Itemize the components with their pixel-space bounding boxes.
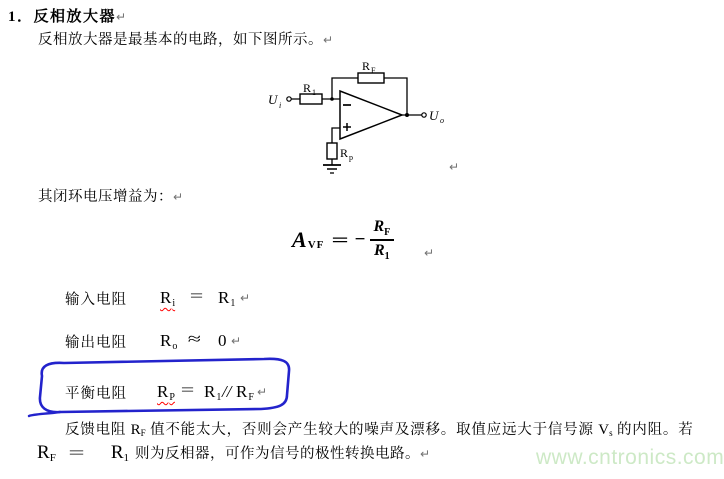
rf-sub: F <box>140 428 146 438</box>
paragraph-mark-icon: ↵ <box>231 334 242 348</box>
fraction-denominator <box>370 239 394 262</box>
denominator-sub: 1 <box>384 251 390 263</box>
input-voltage-sub: i <box>279 101 282 110</box>
paragraph-mark-icon: ↵ <box>116 10 127 24</box>
resistor-r1 <box>300 94 322 104</box>
denominator-base: R <box>374 242 385 260</box>
output-terminal <box>422 113 426 117</box>
input-resistance-operator: = <box>189 288 204 305</box>
watermark: www.cntronics.com <box>536 446 724 469</box>
source-voltage-symbol <box>598 422 612 438</box>
vs-sub: s <box>609 428 613 438</box>
page-title-line <box>8 5 126 26</box>
paragraph-mark-icon: ↵ <box>424 246 435 260</box>
rf-sub: F <box>49 452 56 464</box>
input-voltage-label: U <box>268 92 278 107</box>
numerator-sub: F <box>384 227 391 239</box>
page-title: 1．反相放大器 <box>8 9 117 25</box>
ro-base: R <box>160 331 172 350</box>
formula-gain-symbol: A <box>292 227 307 253</box>
balance-resistance-operator: = <box>180 382 195 399</box>
output-resistance-value: 0 <box>218 331 227 350</box>
balance-r1-term <box>204 382 221 403</box>
rf-base: R <box>236 382 248 401</box>
rp-sub: P <box>169 392 175 403</box>
vs-base: V <box>598 422 610 438</box>
balance-resistance-label: 平衡电阻 <box>65 386 127 402</box>
ro-sub: o <box>172 341 178 352</box>
junction-dot <box>330 97 334 101</box>
r1-sub: 1 <box>216 392 222 403</box>
fraction-numerator <box>369 218 394 239</box>
formula-equals: = <box>331 229 350 250</box>
gain-caption <box>38 185 184 206</box>
intro-paragraph <box>38 28 334 49</box>
resistor-rp <box>327 143 337 159</box>
balance-resistance-symbol <box>157 382 175 403</box>
r1-base: R <box>204 382 216 401</box>
rf-inline-symbol <box>131 422 146 438</box>
output-resistance-label: 输出电阻 <box>65 335 127 351</box>
paragraph-mark-icon: ↵ <box>173 190 184 204</box>
note-text: 则为反相器，可作为信号的极性转换电路。 <box>135 446 421 462</box>
output-voltage-sub: o <box>440 116 444 125</box>
balance-resistance-line <box>0 382 724 406</box>
opamp-triangle <box>340 91 402 139</box>
output-resistance-line <box>0 331 724 355</box>
r1-sub: 1 <box>123 452 130 464</box>
rf-label: R <box>362 59 371 73</box>
note-text: 反馈电阻 <box>65 422 131 438</box>
paragraph-mark-icon: ↵ <box>323 33 334 47</box>
formula-fraction <box>369 218 394 262</box>
r1-base: R <box>110 442 124 463</box>
r1-label-sub: 1 <box>312 88 316 97</box>
note-text: 的内阻。若 <box>612 422 694 438</box>
formula-gain-subscript: VF <box>307 239 325 252</box>
input-resistance-symbol <box>160 288 175 309</box>
r1-label: R <box>303 81 312 95</box>
paragraph-mark-icon: ↵ <box>449 160 460 174</box>
rp-label: R <box>340 146 349 160</box>
gain-caption-text: 其闭环电压增益为： <box>38 189 173 205</box>
balance-rf-term <box>236 382 254 403</box>
rp-base: R <box>157 382 169 401</box>
paragraph-mark-icon: ↵ <box>420 447 431 461</box>
paragraph-mark-icon: ↵ <box>240 291 251 305</box>
output-resistance-symbol <box>160 331 177 352</box>
equals-sign: = <box>68 445 85 462</box>
r1-symbol <box>111 442 129 463</box>
formula-minus: − <box>354 229 366 251</box>
rf-sub: F <box>248 392 254 403</box>
ground-icon <box>323 165 341 173</box>
input-resistance-value <box>218 288 235 309</box>
input-resistance-label: 输入电阻 <box>65 292 127 308</box>
circuit-diagram <box>255 58 460 176</box>
parallel-operator: // <box>222 382 232 401</box>
input-resistance-line <box>0 288 724 312</box>
feedback-note-line1 <box>65 418 694 439</box>
output-node-dot <box>405 113 409 117</box>
note-text: 值不能太大，否则会产生较大的噪声及漂移。取值应远大于信号源 <box>145 422 599 438</box>
r1-base: R <box>218 288 230 307</box>
rf-label-sub: F <box>371 66 376 75</box>
intro-text: 反相放大器是最基本的电路，如下图所示。 <box>38 32 323 48</box>
ri-base: R <box>160 288 172 307</box>
rf-symbol <box>37 442 56 463</box>
rf-base: R <box>37 442 50 463</box>
input-terminal <box>287 97 291 101</box>
output-resistance-operator: ≈ <box>187 331 201 348</box>
rp-label-sub: p <box>349 153 353 162</box>
numerator-base: R <box>373 218 385 235</box>
r1-sub: 1 <box>230 298 236 309</box>
ri-sub: i <box>172 298 176 309</box>
rf-base: R <box>130 422 141 438</box>
gain-formula <box>292 218 394 262</box>
output-voltage-label: U <box>429 108 439 123</box>
feedback-note-line2 <box>37 442 430 464</box>
paragraph-mark-icon: ↵ <box>257 385 268 399</box>
